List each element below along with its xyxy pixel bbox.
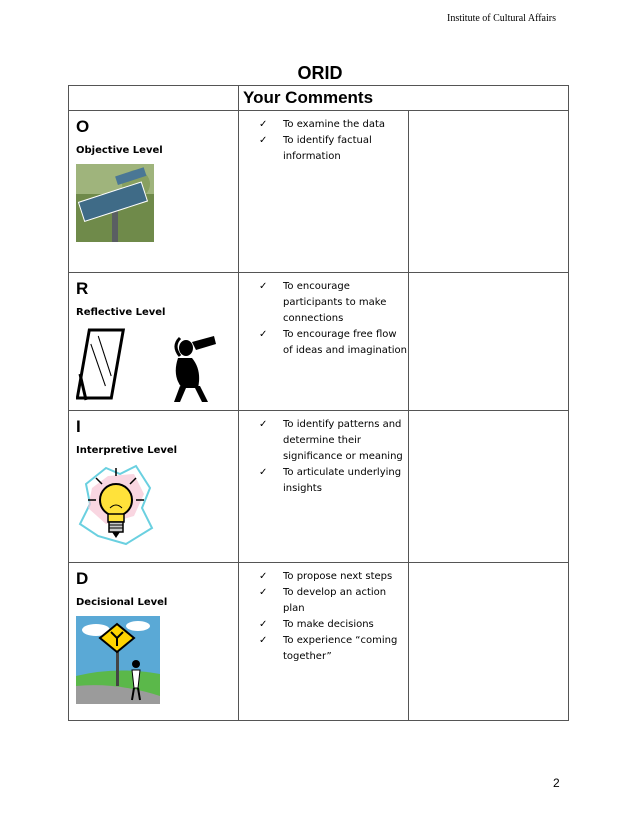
comment-cell[interactable] bbox=[409, 563, 569, 721]
level-name: Interpretive Level bbox=[76, 445, 178, 456]
list-item: ✓ To identify factual information bbox=[259, 135, 372, 162]
level-cell bbox=[69, 563, 239, 721]
page-number: 2 bbox=[553, 776, 560, 790]
list-item: ✓ To encourage free flow of ideas and imagination bbox=[259, 329, 407, 356]
goals-cell bbox=[239, 111, 409, 273]
checkmark-icon: ✓ bbox=[259, 619, 268, 630]
list-item: ✓ To articulate underlying insights bbox=[259, 467, 402, 494]
goals-cell bbox=[239, 563, 409, 721]
table-row-interpretive bbox=[69, 411, 569, 563]
checkmark-icon: ✓ bbox=[259, 281, 268, 292]
list-item: ✓ To make decisions bbox=[259, 617, 408, 633]
crossroads-image bbox=[76, 616, 238, 708]
level-letter: I bbox=[76, 417, 81, 436]
checkmark-icon: ✓ bbox=[259, 419, 268, 430]
goals-cell bbox=[239, 411, 409, 563]
level-name: Objective Level bbox=[76, 145, 163, 156]
table-row-objective bbox=[69, 111, 569, 273]
level-cell bbox=[69, 273, 239, 411]
level-name: Decisional Level bbox=[76, 597, 168, 608]
level-name: Reflective Level bbox=[76, 307, 166, 318]
level-cell bbox=[69, 411, 239, 563]
list-item: ✓ To develop an action plan bbox=[259, 587, 387, 614]
checkmark-icon: ✓ bbox=[259, 587, 268, 598]
list-item: ✓ To experience “coming together” bbox=[259, 635, 398, 662]
table-row-reflective bbox=[69, 273, 569, 411]
lightbulb-image bbox=[76, 464, 238, 550]
page-header: Institute of Cultural Affairs bbox=[447, 13, 556, 24]
list-item: ✓ To identify patterns and determine their significance or meaning bbox=[259, 419, 403, 462]
checkmark-icon: ✓ bbox=[259, 135, 268, 146]
list-item: ✓ To propose next steps bbox=[259, 569, 408, 585]
list-item: ✓ To encourage participants to make connections bbox=[259, 281, 387, 324]
comment-cell[interactable] bbox=[409, 411, 569, 563]
checkmark-icon: ✓ bbox=[259, 467, 268, 478]
comment-cell[interactable] bbox=[409, 273, 569, 411]
comments-header: Your Comments bbox=[239, 86, 569, 111]
checkmark-icon: ✓ bbox=[259, 329, 268, 340]
level-letter: O bbox=[76, 117, 90, 136]
level-letter: D bbox=[76, 569, 89, 588]
page-title: ORID bbox=[297, 63, 343, 83]
level-cell bbox=[69, 111, 239, 273]
checkmark-icon: ✓ bbox=[259, 571, 268, 582]
mirror-thinker-image bbox=[76, 326, 238, 410]
table-row-decisional bbox=[69, 563, 569, 721]
facts-sign-image bbox=[76, 164, 238, 246]
orid-table bbox=[68, 85, 569, 721]
comment-cell[interactable] bbox=[409, 111, 569, 273]
goals-cell bbox=[239, 273, 409, 411]
table-header-row bbox=[69, 86, 569, 111]
level-letter: R bbox=[76, 279, 89, 298]
list-item: ✓ To examine the data bbox=[259, 117, 408, 133]
checkmark-icon: ✓ bbox=[259, 119, 268, 130]
checkmark-icon: ✓ bbox=[259, 635, 268, 646]
